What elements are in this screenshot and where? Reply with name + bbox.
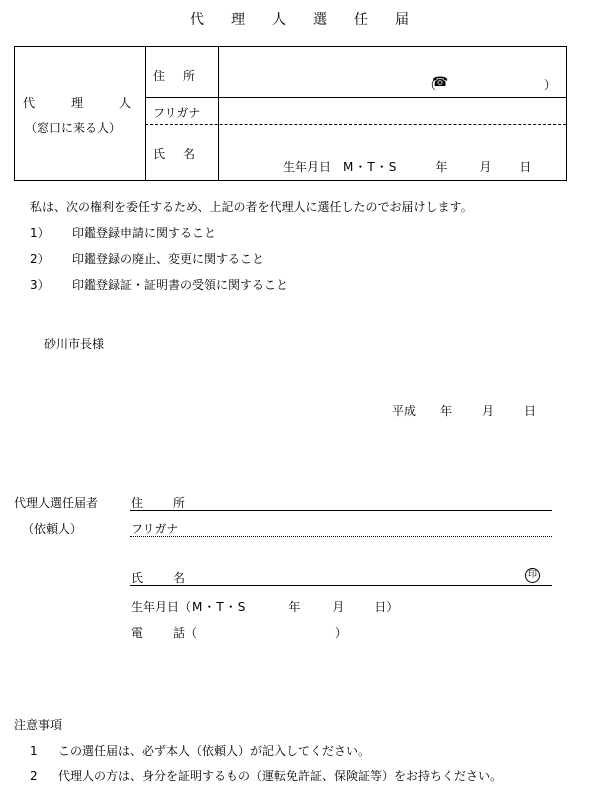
title-char: 選 bbox=[313, 12, 328, 28]
requester-address-line[interactable] bbox=[130, 510, 552, 511]
phone-label-char: 話 bbox=[173, 626, 186, 640]
birth-era: M・T・S bbox=[343, 160, 398, 174]
item-number: 2） bbox=[30, 252, 50, 266]
title-char: 任 bbox=[354, 12, 369, 28]
phone-paren-open: （ bbox=[424, 78, 437, 92]
address-label bbox=[153, 67, 195, 84]
year-label: 年 bbox=[288, 600, 301, 614]
requester-furigana-line[interactable] bbox=[130, 536, 552, 537]
name-label-char: 名 bbox=[183, 147, 196, 161]
note-number: 1 bbox=[30, 744, 38, 758]
note-item bbox=[30, 742, 370, 759]
addressee: 砂川市長様 bbox=[44, 337, 105, 351]
requester-name-label bbox=[131, 569, 185, 586]
proxy-label-char: 代 bbox=[23, 96, 36, 110]
address-label-char: 住 bbox=[153, 69, 166, 83]
day-label: 日） bbox=[374, 600, 399, 614]
birth-label: 生年月日 bbox=[283, 160, 332, 174]
phone-paren-close: ） bbox=[335, 626, 348, 640]
title-char: 人 bbox=[272, 12, 287, 28]
table-divider bbox=[145, 97, 566, 98]
statement-text: 私は、次の権利を委任するため、上記の者を代理人に選任したのでお届けします。 bbox=[30, 200, 473, 214]
address-label-char: 所 bbox=[183, 69, 196, 83]
month-label: 月 bbox=[479, 160, 492, 174]
phone-paren-close: ） bbox=[544, 78, 557, 92]
proxy-birth-row bbox=[283, 158, 531, 175]
phone-icon: ☎ bbox=[432, 75, 449, 90]
phone-paren-open: （ bbox=[185, 626, 198, 640]
date-year: 年 bbox=[440, 404, 453, 418]
note-text: この選任届は、必ず本人（依頼人）が記入してください。 bbox=[58, 744, 371, 758]
title-char: 理 bbox=[231, 12, 246, 28]
requester-furigana-label: フリガナ bbox=[131, 522, 179, 536]
note-item bbox=[30, 767, 502, 784]
name-label-char: 名 bbox=[173, 571, 186, 585]
birth-label: 生年月日 bbox=[131, 600, 180, 614]
phone-label-char: 電 bbox=[131, 626, 144, 640]
page-title bbox=[0, 9, 600, 29]
address-label-char: 所 bbox=[173, 496, 186, 510]
date-era: 平成 bbox=[392, 404, 417, 418]
proxy-label bbox=[23, 94, 131, 111]
name-label-char: 氏 bbox=[153, 147, 166, 161]
requester-phone-row bbox=[131, 624, 347, 641]
item-text: 印鑑登録申請に関すること bbox=[72, 226, 217, 240]
requester-label: 代理人選任届者 bbox=[14, 496, 99, 510]
note-number: 2 bbox=[30, 769, 38, 783]
proxy-label-char: 人 bbox=[119, 96, 132, 110]
title-char: 届 bbox=[395, 12, 410, 28]
furigana-dashed-line bbox=[145, 124, 566, 125]
item-text: 印鑑登録証・証明書の受領に関すること bbox=[72, 278, 289, 292]
list-item bbox=[30, 276, 288, 293]
birth-era: （M・T・S bbox=[179, 600, 247, 614]
list-item bbox=[30, 250, 264, 267]
year-label: 年 bbox=[435, 160, 448, 174]
day-label: 日 bbox=[519, 160, 532, 174]
title-char: 代 bbox=[190, 12, 205, 28]
name-label bbox=[153, 145, 195, 162]
month-label: 月 bbox=[332, 600, 345, 614]
table-divider bbox=[145, 47, 146, 180]
proxy-label-sub: （窓口に来る人） bbox=[25, 121, 122, 135]
proxy-table bbox=[14, 46, 567, 181]
requester-label-sub: （依頼人） bbox=[22, 522, 83, 536]
seal-icon: 印 bbox=[525, 568, 540, 583]
address-label-char: 住 bbox=[131, 496, 144, 510]
table-divider bbox=[218, 47, 219, 180]
item-text: 印鑑登録の廃止、変更に関すること bbox=[72, 252, 265, 266]
item-number: 1） bbox=[30, 226, 50, 240]
note-text: 代理人の方は、身分を証明するもの（運転免許証、保険証等）をお持ちください。 bbox=[58, 769, 503, 783]
furigana-label: フリガナ bbox=[153, 106, 201, 120]
item-number: 3） bbox=[30, 278, 50, 292]
date-day: 日 bbox=[524, 404, 537, 418]
list-item bbox=[30, 224, 216, 241]
date-month: 月 bbox=[482, 404, 495, 418]
requester-birth-row bbox=[131, 598, 398, 615]
submission-date bbox=[392, 402, 536, 419]
notes-heading: 注意事項 bbox=[14, 718, 63, 732]
requester-address-label bbox=[131, 494, 185, 511]
requester-name-line[interactable] bbox=[130, 585, 552, 586]
proxy-phone-input[interactable] bbox=[445, 75, 543, 91]
name-label-char: 氏 bbox=[131, 571, 144, 585]
proxy-label-char: 理 bbox=[71, 96, 84, 110]
